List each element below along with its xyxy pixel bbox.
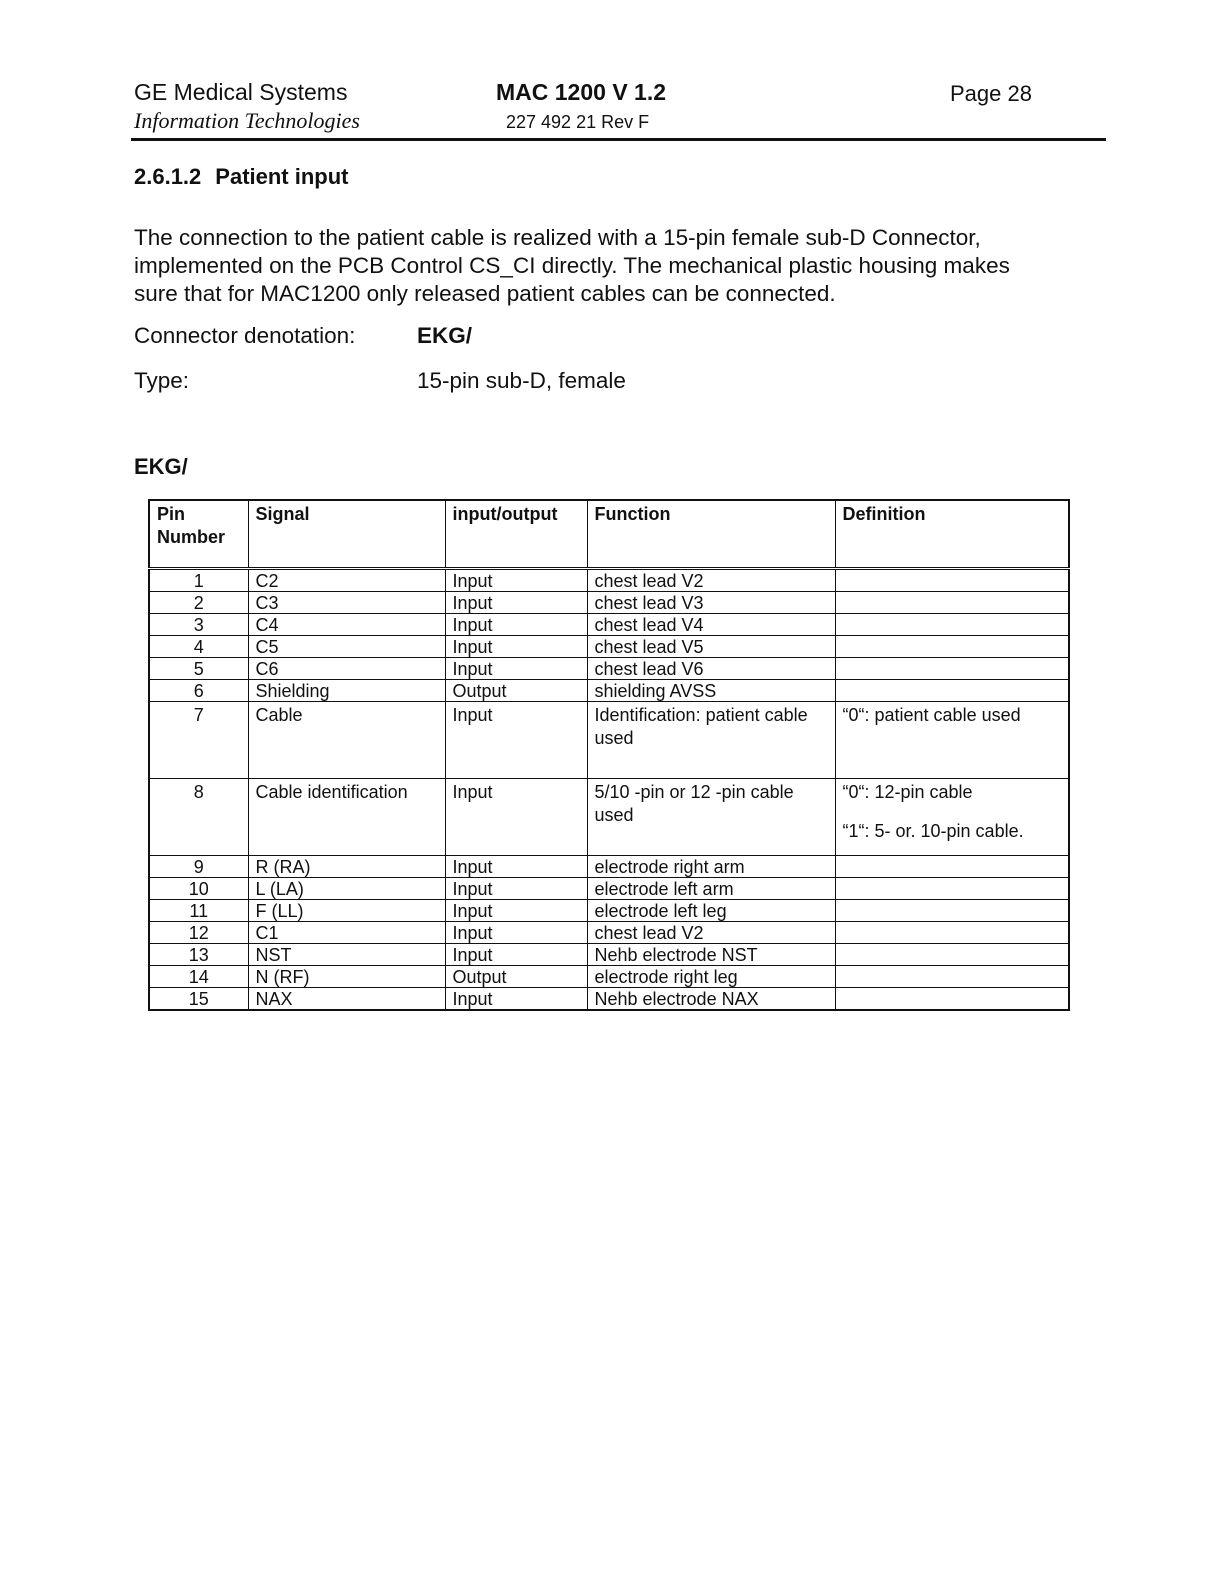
io-cell: Input	[445, 569, 587, 592]
io-cell: Input	[445, 922, 587, 944]
io-cell: Input	[445, 614, 587, 636]
intro-paragraph	[134, 224, 1094, 308]
page-number: Page 28	[950, 81, 1032, 106]
connector-label: Connector denotation:	[134, 323, 356, 348]
header-definition: Definition	[835, 500, 1069, 569]
definition-cell	[835, 702, 1069, 779]
signal-cell: NAX	[248, 988, 445, 1011]
signal-cell: N (RF)	[248, 966, 445, 988]
table-row	[149, 680, 1069, 702]
table-row	[149, 988, 1069, 1011]
io-cell: Input	[445, 702, 587, 779]
table-row	[149, 702, 1069, 779]
paragraph-line: The connection to the patient cable is realized with a 15-pin female sub-D Connector,	[134, 225, 981, 250]
io-cell: Input	[445, 658, 587, 680]
function-cell: 5/10 -pin or 12 -pin cable used	[587, 779, 835, 856]
definition-cell	[835, 636, 1069, 658]
table-row	[149, 636, 1069, 658]
definition-cell	[835, 779, 1069, 856]
pin-cell: 2	[149, 592, 248, 614]
definition-line: “1“: 5- or. 10-pin cable.	[842, 821, 1024, 841]
table-row	[149, 944, 1069, 966]
signal-cell: NST	[248, 944, 445, 966]
signal-cell: C1	[248, 922, 445, 944]
definition-cell	[835, 658, 1069, 680]
table-row	[149, 779, 1069, 856]
io-cell: Input	[445, 878, 587, 900]
signal-cell: L (LA)	[248, 878, 445, 900]
table-row	[149, 966, 1069, 988]
signal-cell: C2	[248, 569, 445, 592]
table-row	[149, 878, 1069, 900]
function-cell: Identification: patient cable used	[587, 702, 835, 779]
pin-assignment-table	[148, 499, 1070, 1011]
definition-cell	[835, 988, 1069, 1011]
function-cell: chest lead V3	[587, 592, 835, 614]
company-name: GE Medical Systems	[134, 79, 348, 105]
type-label: Type:	[134, 368, 190, 393]
function-cell: electrode left leg	[587, 900, 835, 922]
function-cell: Nehb electrode NST	[587, 944, 835, 966]
header-divider	[131, 138, 1106, 141]
definition-cell	[835, 680, 1069, 702]
paragraph-line: implemented on the PCB Control CS_CI directly. The mechanical plastic housing makes	[134, 253, 1010, 278]
header-function: Function	[587, 500, 835, 569]
signal-cell: F (LL)	[248, 900, 445, 922]
section-number: 2.6.1.2	[134, 164, 202, 189]
io-cell: Input	[445, 636, 587, 658]
definition-cell	[835, 966, 1069, 988]
table-row	[149, 614, 1069, 636]
definition-cell	[835, 856, 1069, 878]
function-cell: chest lead V6	[587, 658, 835, 680]
function-cell: Nehb electrode NAX	[587, 988, 835, 1011]
signal-cell: Shielding	[248, 680, 445, 702]
header-pin-number: Pin Number	[149, 500, 248, 569]
definition-cell	[835, 944, 1069, 966]
document-number: 227 492 21 Rev F	[506, 112, 650, 132]
signal-cell: C4	[248, 614, 445, 636]
pin-cell: 6	[149, 680, 248, 702]
pin-cell: 14	[149, 966, 248, 988]
product-title: MAC 1200 V 1.2	[496, 79, 667, 105]
pin-cell: 11	[149, 900, 248, 922]
pin-cell: 12	[149, 922, 248, 944]
definition-line: “0“: patient cable used	[842, 705, 1021, 725]
io-cell: Input	[445, 779, 587, 856]
section-title: Patient input	[215, 164, 349, 189]
definition-cell	[835, 922, 1069, 944]
pin-cell: 5	[149, 658, 248, 680]
pin-cell: 4	[149, 636, 248, 658]
definition-cell	[835, 878, 1069, 900]
section-heading	[134, 164, 349, 190]
io-cell: Output	[445, 966, 587, 988]
function-cell: chest lead V2	[587, 569, 835, 592]
pin-cell: 13	[149, 944, 248, 966]
function-cell: shielding AVSS	[587, 680, 835, 702]
signal-cell: C5	[248, 636, 445, 658]
table-row	[149, 592, 1069, 614]
table-row	[149, 569, 1069, 592]
io-cell: Input	[445, 988, 587, 1011]
function-cell: electrode right leg	[587, 966, 835, 988]
function-cell: chest lead V2	[587, 922, 835, 944]
signal-cell: Cable identification	[248, 779, 445, 856]
pin-cell: 15	[149, 988, 248, 1011]
paragraph-line: sure that for MAC1200 only released patient cables can be connected.	[134, 281, 836, 306]
function-cell: chest lead V5	[587, 636, 835, 658]
pin-cell: 9	[149, 856, 248, 878]
pin-cell: 8	[149, 779, 248, 856]
definition-cell	[835, 900, 1069, 922]
header-signal: Signal	[248, 500, 445, 569]
definition-cell	[835, 569, 1069, 592]
table-row	[149, 900, 1069, 922]
connector-value: EKG/	[417, 323, 473, 348]
definition-cell	[835, 592, 1069, 614]
signal-cell: C3	[248, 592, 445, 614]
definition-cell	[835, 614, 1069, 636]
signal-cell: R (RA)	[248, 856, 445, 878]
io-cell: Output	[445, 680, 587, 702]
function-cell: electrode left arm	[587, 878, 835, 900]
function-cell: electrode right arm	[587, 856, 835, 878]
signal-cell: C6	[248, 658, 445, 680]
io-cell: Input	[445, 944, 587, 966]
pin-cell: 1	[149, 569, 248, 592]
table-row	[149, 658, 1069, 680]
pin-cell: 10	[149, 878, 248, 900]
signal-cell: Cable	[248, 702, 445, 779]
table-row	[149, 856, 1069, 878]
division-name: Information Technologies	[134, 108, 360, 133]
io-cell: Input	[445, 856, 587, 878]
header-input-output: input/output	[445, 500, 587, 569]
pin-cell: 7	[149, 702, 248, 779]
function-cell: chest lead V4	[587, 614, 835, 636]
table-header-row	[149, 500, 1069, 569]
pin-cell: 3	[149, 614, 248, 636]
table-title: EKG/	[134, 454, 188, 479]
table-row	[149, 922, 1069, 944]
type-value: 15-pin sub-D, female	[417, 368, 626, 393]
definition-line: “0“: 12-pin cable	[842, 782, 973, 802]
io-cell: Input	[445, 592, 587, 614]
io-cell: Input	[445, 900, 587, 922]
